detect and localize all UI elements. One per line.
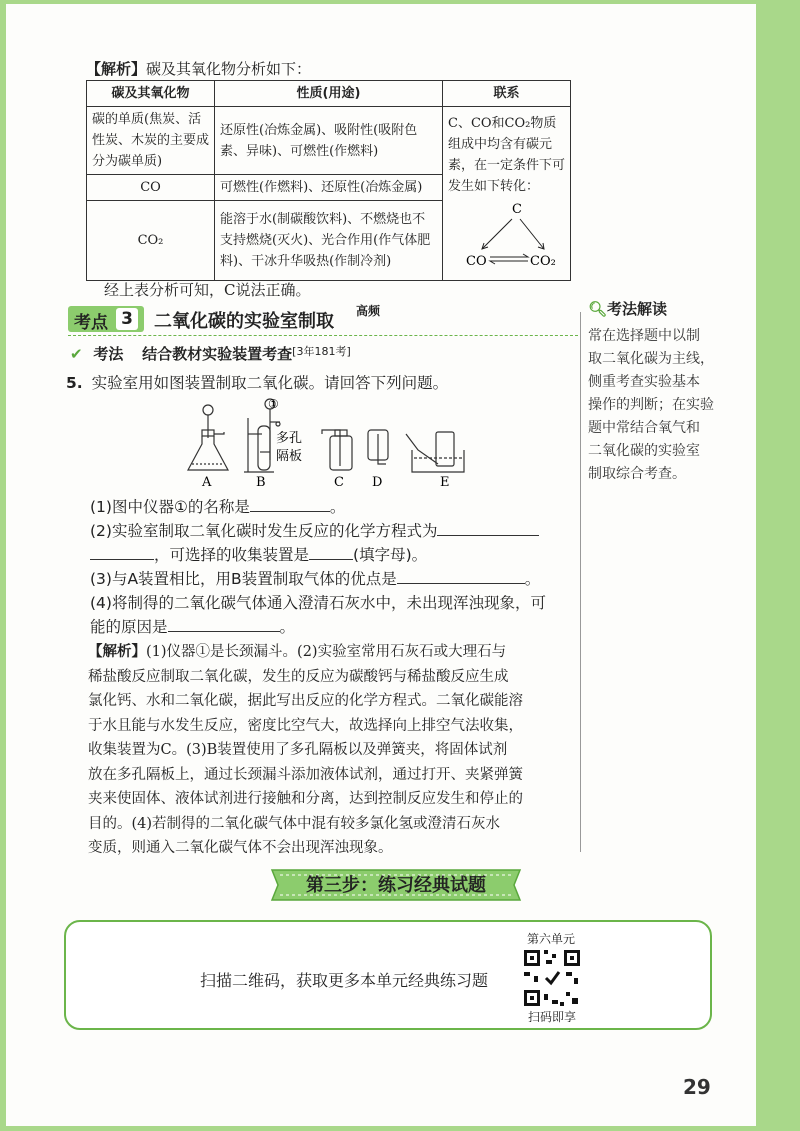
carbon-table [86,80,571,281]
triangle-left: CO [466,254,487,269]
kaofa-text: 结合教材实验装置考查 [142,345,293,363]
kaodian-title: 二氧化碳的实验室制取 [154,311,334,332]
kaodian-bar [68,304,578,334]
q2-text: (2)实验室制取二氧化碳时发生反应的化学方程式为 [90,522,438,540]
qr-caption: 扫码即享 [528,1010,577,1024]
kaofa-note: [3年181考] [292,345,351,358]
analysis-label: 【解析】 [88,644,146,660]
side-line: 题中常结合氧气和 [588,420,700,436]
answer-blank[interactable] [309,544,353,560]
table-header: 性质(用途) [215,81,443,107]
side-line: 二氧化碳的实验室 [588,443,700,459]
analysis-line: 收集装置为C。(3)B装置使用了多孔隔板以及弹簧夹，将固体试剂 [88,742,508,758]
table-header: 联系 [443,81,571,107]
relation-cell [443,107,571,281]
side-note [588,298,728,486]
side-line: 常在选择题中以制 [588,328,700,344]
label-plate-2: 隔板 [276,449,303,464]
page-edge [756,0,800,1131]
question-stem [66,371,448,393]
side-line: 取二氧化碳为主线， [588,351,714,367]
table-cell: 能溶于水(制碳酸饮料)、不燃烧也不支持燃烧(灭火)、光合作用(作气体肥料)、干冰升华吸热(作制冷剂) [215,201,443,281]
triangle-top: C [512,202,522,217]
label-e: E [440,475,450,490]
q2-text-c: (填字母)。 [353,546,428,564]
triangle-right: CO₂ [530,254,556,269]
apparatus-d [368,430,388,464]
q4-text-b: 能的原因是 [90,618,168,636]
kaodian-word: 考点 [74,313,108,333]
side-title [588,298,728,319]
table-cell: 可燃性(作燃料)、还原性(冶炼金属) [215,175,443,201]
table-header: 碳及其氧化物 [87,81,215,107]
table-cell: CO [87,175,215,201]
analysis-line: 稀盐酸反应制取二氧化碳，发生的反应为碳酸钙与稀盐酸反应生成 [88,668,509,685]
side-line: 侧重考查实验基本 [588,374,700,390]
question-list [90,495,580,639]
relation-text: C、CO和CO₂物质组成中均含有碳元素，在一定条件下可发生如下转化： [448,116,566,194]
table-cell: 碳的单质(焦炭、活性炭、木炭的主要成分为碳单质) [87,107,215,175]
question-2 [90,519,580,543]
answer-blank[interactable] [437,520,539,536]
q4-end: 。 [279,618,296,636]
question-number: 5. [66,374,83,392]
analysis-line: 于水且能与水发生反应，密度比空气大，故选择向上排空气法收集， [88,717,523,734]
side-line: 操作的判断；在实验 [588,397,714,413]
conclusion: 经上表分析可知，C说法正确。 [104,281,311,299]
side-divider [580,312,581,852]
kaodian-number: 3 [116,308,138,330]
label-circle-1: ① [268,397,279,411]
q2-text-b: ，可选择的收集装置是 [154,546,310,564]
side-line: 制取综合考查。 [588,466,686,482]
q1-end: 。 [329,498,346,516]
analysis-block [88,640,580,861]
question-3 [90,567,580,591]
answer-blank[interactable] [397,568,525,584]
question-4: (4)将制得的二氧化碳气体通入澄清石灰水中，未出现浑浊现象，可 [90,594,546,612]
qr-box [64,920,712,1030]
question-4-cont [90,615,580,639]
label-b: B [256,475,266,490]
analysis-text: (1)仪器①是长颈漏斗。(2)实验室常用石灰石或大理石与 [146,644,507,660]
apparatus-c [322,430,352,470]
side-title-text: 考法解读 [607,300,668,318]
kaodian-frequency: 高频 [356,304,381,318]
qr-code[interactable] [522,948,582,1008]
qr-text: 扫描二维码，获取更多本单元经典练习题 [200,971,489,990]
answer-blank[interactable] [90,544,154,560]
label-plate-1: 多孔 [276,431,303,446]
kaofa-line [70,343,351,364]
kaodian-divider [68,335,578,336]
table-cell: 还原性(冶炼金属)、吸附性(吸附色素、异味)、可燃性(作燃料) [215,107,443,175]
answer-blank[interactable] [168,616,280,632]
table-cell: CO₂ [87,201,215,281]
kaofa-label: 考法 [93,345,124,363]
search-icon: 🔍︎ [588,300,608,318]
question-text: 实验室用如图装置制取二氧化碳。请回答下列问题。 [91,374,449,392]
check-icon: ✔ [70,345,83,363]
q3-text: (3)与A装置相比，用B装置制取气体的优点是 [90,570,397,588]
question-2-cont [90,543,580,567]
analysis-intro [86,58,311,79]
label-c: C [334,475,344,490]
answer-blank[interactable] [250,496,330,512]
q1-text: (1)图中仪器①的名称是 [90,498,250,516]
kaodian-tag [68,306,144,332]
question-1 [90,495,580,519]
label-a: A [202,475,212,490]
analysis-line: 变质，则通入二氧化碳气体不会出现浑浊现象。 [88,840,393,856]
apparatus-a [188,405,228,470]
analysis-intro-text: 碳及其氧化物分析如下： [146,60,312,78]
analysis-line: 夹来使固体、液体试剂进行接触和分离，达到控制反应发生和停止的 [88,791,523,807]
step-banner-text: 第三步：练习经典试题 [306,875,486,896]
analysis-line [88,640,580,665]
carbon-cycle-diagram [464,199,564,269]
apparatus-e [406,432,464,472]
analysis-line: 氯化钙、水和二氧化碳，据此写出反应的化学方程式。二氧化碳能溶 [88,693,523,709]
q3-end: 。 [524,570,541,588]
analysis-line: 目的。(4)若制得的二氧化碳气体中混有较多氯化氢或澄清石灰水 [88,815,501,832]
side-body [588,325,728,486]
analysis-line: 放在多孔隔板上，通过长颈漏斗添加液体试剂，通过打开、夹紧弹簧 [88,766,523,783]
label-d: D [372,475,383,490]
qr-unit: 第六单元 [527,932,576,946]
page-number: 29 [683,1075,711,1099]
analysis-label: 【解析】 [86,60,147,78]
step-banner [268,866,524,904]
apparatus-figure [182,394,482,492]
